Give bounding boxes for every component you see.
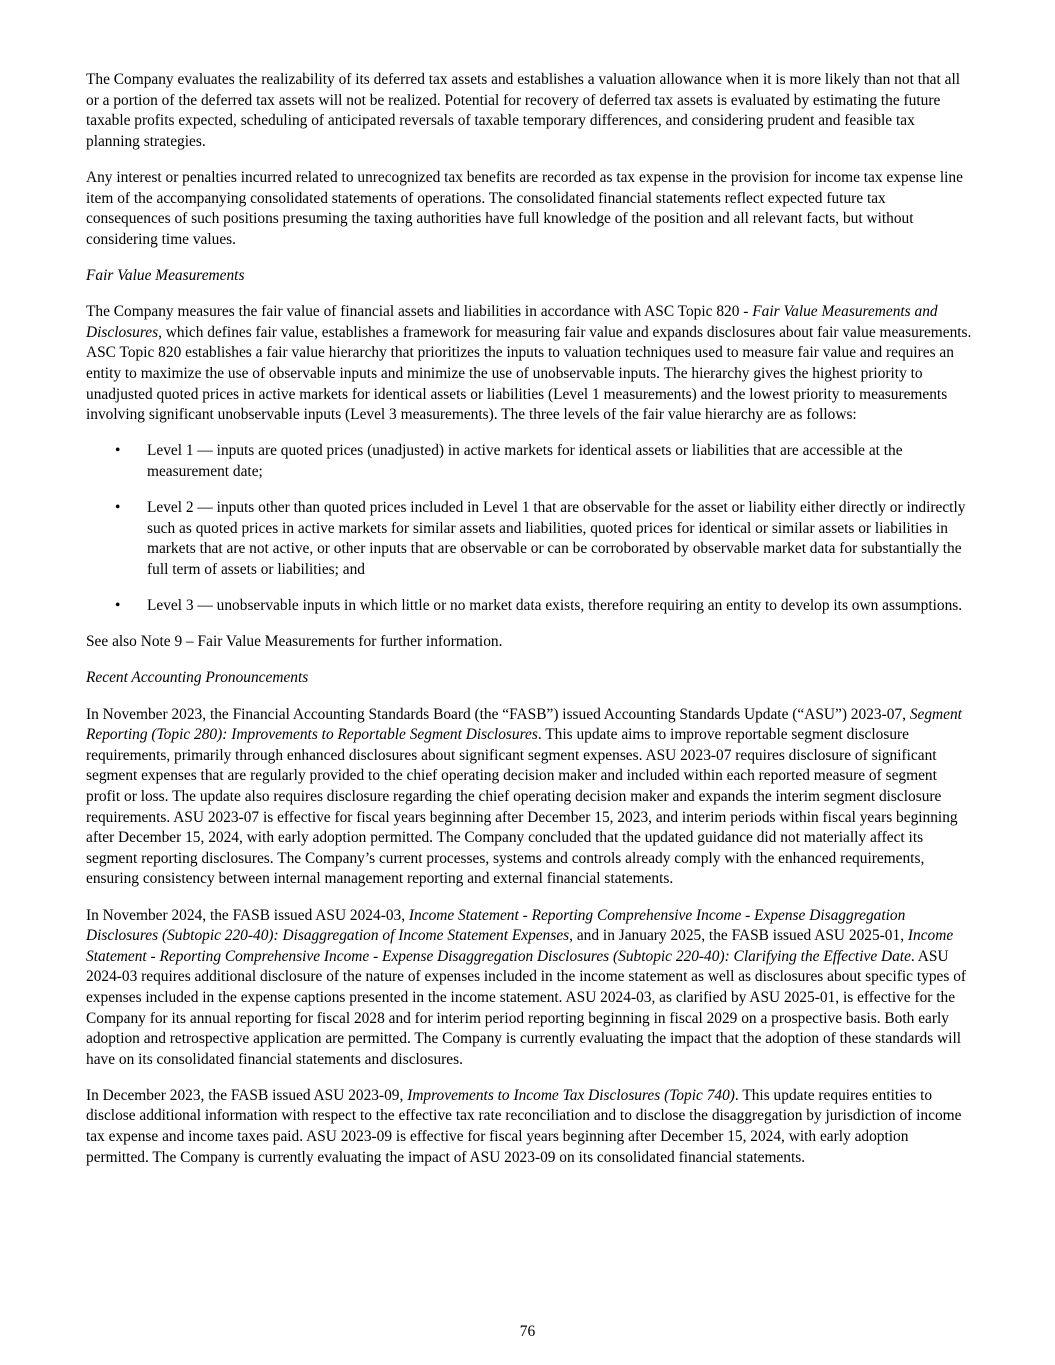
list-item-level-2 xyxy=(86,498,972,580)
paragraph-asu-2023-07 xyxy=(86,705,972,890)
bullet-glyph: • xyxy=(115,499,121,517)
heading-fair-value-measurements: Fair Value Measurements xyxy=(86,266,245,284)
text-run-italic: Income Statement - Reporting Comprehensive Income - Expense Disaggregation Disclosures (Subtopic 220-40): Clarifying the Effective Date xyxy=(86,927,954,965)
fair-value-hierarchy-list xyxy=(86,441,972,616)
document-body xyxy=(86,70,972,1184)
heading-recent-accounting-pronouncements: Recent Accounting Pronouncements xyxy=(86,669,309,687)
list-item-level-3 xyxy=(86,596,972,617)
paragraph-see-also-note-9: See also Note 9 – Fair Value Measurements for further information. xyxy=(86,633,503,651)
text-run: The Company measures the fair value of financial assets and liabilities in accordance with ASC Topic 820 - xyxy=(86,303,753,321)
text-run-italic: Income Statement - Reporting Comprehensive Income - Expense Disaggregation Disclosures (Subtopic 220-40): Disaggregation of Income Statement Expenses xyxy=(86,906,906,945)
list-item-text: Level 1 — inputs are quoted prices (unadjusted) in active markets for identical assets or liabilities that are accessible at the measurement date; xyxy=(147,442,903,480)
paragraph-asu-2023-09 xyxy=(86,1086,972,1168)
list-item-text: Level 3 — unobservable inputs in which little or no market data exists, therefore requiring an entity to develop its own assumptions. xyxy=(147,597,963,615)
bullet-glyph: • xyxy=(115,597,121,615)
text-run: , and in January 2025, the FASB issued ASU 2025-01, xyxy=(569,927,908,945)
list-item-text: Level 2 — inputs other than quoted prices included in Level 1 that are observable for the asset or liability either directly or indirectly such as quoted prices in active markets for similar assets and liabilities, quoted prices for identical or similar assets or liabilities in markets that are not active, or other inputs that are observable or can be corroborated by observable market data for substantially the full term of assets or liabilities; and xyxy=(147,499,966,578)
bullet-glyph: • xyxy=(115,442,121,460)
text-run: In November 2024, the FASB issued ASU 2024-03, xyxy=(86,906,409,924)
paragraph-fair-value-intro xyxy=(86,302,972,426)
text-run: . This update aims to improve reportable segment disclosure requirements, primarily through enhanced disclosures about significant segment expenses. ASU 2023-07 requires disclosure of significant segment expenses that are regularly provided to the chief operating decision maker and included within each reported measure of segment profit or loss. The update also requires disclosure regarding the chief operating decision maker and expands the interim segment disclosure requirements. ASU 2023-07 is effective for fiscal years beginning after December 15, 2023, and interim periods within fiscal years beginning after December 15, 2024, with early adoption permitted. The Company concluded that the updated guidance did not materially affect its segment reporting disclosures. The Company’s current processes, systems and controls already comply with the enhanced requirements, ensuring consistency between internal management reporting and external financial statements. xyxy=(86,726,958,888)
text-run-italic: Fair Value Measurements and Disclosures xyxy=(86,303,938,341)
list-item-level-1 xyxy=(86,441,972,482)
text-run: . ASU 2024-03 requires additional disclosure of the nature of expenses included in the income statement as well as disclosures about specific types of expenses included in the expense captions presented in the income statement. ASU 2024-03, as clarified by ASU 2025-01, is effective for the Company for its annual reporting for fiscal 2028 and for interim period reporting beginning in fiscal 2029 on a prospective basis. Both early adoption and retrospective application are permitted. The Company is currently evaluating the impact that the adoption of these standards will have on its consolidated financial statements and disclosures. xyxy=(86,947,967,1068)
text-run-italic: Segment Reporting (Topic 280): Improvements to Reportable Segment Disclosures xyxy=(86,705,962,744)
text-run: , which defines fair value, establishes a framework for measuring fair value and expands disclosures about fair value measurements. ASC Topic 820 establishes a fair value hierarchy that prioritizes the inputs to valuation techniques used to measure fair value and requires an entity to maximize the use of observable inputs and minimize the use of unobservable inputs. The hierarchy gives the highest priority to unadjusted quoted prices in active markets for identical assets or liabilities (Level 1 measurements) and the lowest priority to measurements involving significant unobservable inputs (Level 3 measurements). The three levels of the fair value hierarchy are as follows: xyxy=(86,323,972,424)
paragraph-asu-2024-03 xyxy=(86,906,972,1071)
page-number: 76 xyxy=(519,1323,536,1340)
paragraph-interest-penalties: Any interest or penalties incurred related to unrecognized tax benefits are recorded as tax expense in the provision for income tax expense line item of the accompanying consolidated statements of operations. The consolidated financial statements reflect expected future tax consequences of such positions presuming the taxing authorities have full knowledge of the position and all relevant facts, but without considering time values. xyxy=(86,168,963,248)
paragraph-deferred-tax-valuation: The Company evaluates the realizability of its deferred tax assets and establishes a valuation allowance when it is more likely than not that all or a portion of the deferred tax assets will not be realized. Potential for recovery of deferred tax assets is evaluated by estimating the future taxable profits expected, scheduling of anticipated reversals of taxable temporary differences, and considering prudent and feasible tax planning strategies. xyxy=(86,71,960,150)
text-run-italic: Improvements to Income Tax Disclosures (Topic 740) xyxy=(407,1086,735,1104)
text-run: In December 2023, the FASB issued ASU 2023-09, xyxy=(86,1086,408,1104)
text-run: In November 2023, the Financial Accounting Standards Board (the “FASB”) issued Accounting Standards Update (“ASU”) 2023-07, xyxy=(86,705,910,723)
text-run: . This update requires entities to disclose additional information with respect to the effective tax rate reconciliation and to disclose the disaggregation by jurisdiction of income tax expense and income taxes paid. ASU 2023-09 is effective for fiscal years beginning after December 15, 2024, with early adoption permitted. The Company is currently evaluating the impact of ASU 2023-09 on its consolidated financial statements. xyxy=(86,1086,962,1166)
